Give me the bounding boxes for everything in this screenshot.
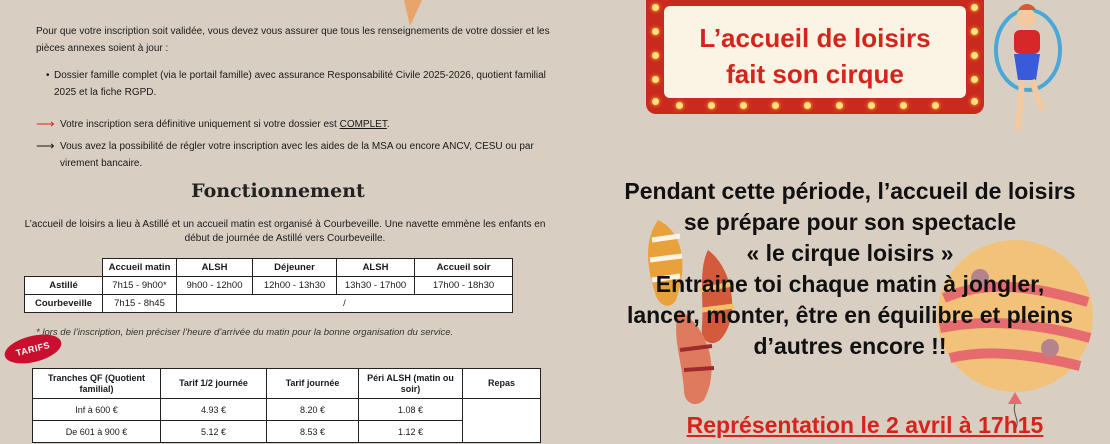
- bulb-icon: [652, 4, 659, 11]
- tarifs-badge: TARIFS: [2, 329, 65, 368]
- table-header: ALSH: [337, 259, 415, 277]
- table-header: Accueil matin: [103, 259, 177, 277]
- table-cell-place: Astillé: [25, 277, 103, 295]
- marquee-title-line: fait son cirque: [726, 59, 904, 89]
- description-line: Entraine toi chaque matin à jongler,: [655, 271, 1045, 297]
- table-cell: 8.53 €: [267, 421, 359, 443]
- table-cell: 12h00 - 13h30: [253, 277, 337, 295]
- table-header: Repas: [463, 369, 541, 399]
- table-cell: 13h30 - 17h00: [337, 277, 415, 295]
- description-line: d’autres encore !!: [753, 333, 947, 359]
- table-row: [25, 259, 513, 277]
- acrobat-illustration: [984, 0, 1064, 140]
- bulb-icon: [652, 98, 659, 105]
- table-cell: 1.12 €: [359, 421, 463, 443]
- bulb-icon: [836, 102, 843, 109]
- table-header: Tranches QF (Quotient familial): [33, 369, 161, 399]
- bullet-item: [46, 67, 550, 101]
- complete-dossier-text: [60, 116, 390, 133]
- table-cell: 1.08 €: [359, 399, 463, 421]
- table-cell: 4.93 €: [161, 399, 267, 421]
- table-cell: /: [177, 295, 513, 313]
- complete-dossier-post: .: [386, 119, 390, 130]
- table-cell-place: Courbeveille: [25, 295, 103, 313]
- bulb-icon: [740, 102, 747, 109]
- table-cell: 9h00 - 12h00: [177, 277, 253, 295]
- complete-dossier-line: [36, 116, 550, 133]
- intro-paragraph: Pour que votre inscription soit validée, vous devez vous assurer que tous les renseignements de votre dossier et les pièces annexes soient à jour :: [36, 26, 550, 54]
- table-header: Accueil soir: [415, 259, 513, 277]
- description-line: « le cirque loisirs »: [746, 240, 954, 266]
- bulb-icon: [868, 102, 875, 109]
- section-description: L’accueil de loisirs a lieu à Astillé et un accueil matin est organisé à Courbeveille. Une navette emmène les enfants en début de journée de Astillé vers Courbeveille.: [24, 219, 546, 244]
- marquee-title: [650, 20, 980, 92]
- description-line: se prépare pour son spectacle: [683, 209, 1017, 235]
- description-line: Pendant cette période, l’accueil de loisirs: [624, 178, 1076, 204]
- bulb-icon: [708, 102, 715, 109]
- table-cell: 7h15 - 9h00*: [103, 277, 177, 295]
- table-cell: 17h00 - 18h30: [415, 277, 513, 295]
- table-cell: 8.20 €: [267, 399, 359, 421]
- table-header: Péri ALSH (matin ou soir): [359, 369, 463, 399]
- table-row: [33, 399, 541, 421]
- table-cell: De 601 à 900 €: [33, 421, 161, 443]
- payment-aid-line: [36, 138, 550, 172]
- table-header: Tarif 1/2 journée: [161, 369, 267, 399]
- bulb-icon: [900, 102, 907, 109]
- table-row: [25, 277, 513, 295]
- bullet-text: Dossier famille complet (via le portail famille) avec assurance Responsabilité Civile 2025-2026, quotient familial 2025 et la fiche RGPD.: [54, 70, 546, 98]
- section-title: Fonctionnement: [191, 180, 365, 202]
- table-header: Déjeuner: [253, 259, 337, 277]
- table-cell: Inf à 600 €: [33, 399, 161, 421]
- table-corner: [25, 259, 103, 277]
- bullet-dot-icon: •: [46, 70, 50, 81]
- black-arrow-icon: ⟶: [36, 138, 55, 153]
- bulb-icon: [971, 98, 978, 105]
- bulb-icon: [804, 102, 811, 109]
- table-cell: 5.12 €: [161, 421, 267, 443]
- table-cell: 7h15 - 8h45: [103, 295, 177, 313]
- bulb-icon: [932, 102, 939, 109]
- payment-aid-text: Vous avez la possibilité de régler votre inscription avec les aides de la MSA ou encore ANCV, CESU ou par virement bancaire.: [60, 141, 534, 169]
- bulb-icon: [772, 102, 779, 109]
- representation-date: Représentation le 2 avril à 17h15: [686, 412, 1044, 438]
- bulb-icon: [676, 102, 683, 109]
- marquee-title-line: L’accueil de loisirs: [699, 23, 931, 53]
- description-line: lancer, monter, être en équilibre et pleins: [626, 302, 1074, 328]
- table-header: ALSH: [177, 259, 253, 277]
- table-row: [33, 369, 541, 399]
- event-description: [590, 176, 1110, 362]
- tarifs-table: [32, 368, 541, 443]
- complete-dossier-pre: Votre inscription sera définitive uniquement si votre dossier est: [60, 119, 340, 130]
- schedule-table: [24, 258, 513, 313]
- table-header: Tarif journée: [267, 369, 359, 399]
- bulb-icon: [971, 4, 978, 11]
- complete-keyword: COMPLET: [339, 119, 387, 130]
- table-row: [25, 295, 513, 313]
- circus-poster-panel: [560, 0, 1110, 444]
- schedule-footnote: * lors de l’inscription, bien préciser l’heure d’arrivée du matin pour la bonne organisation du service.: [36, 327, 454, 338]
- red-arrow-icon: ⟶: [36, 116, 55, 131]
- table-cell: [463, 399, 541, 443]
